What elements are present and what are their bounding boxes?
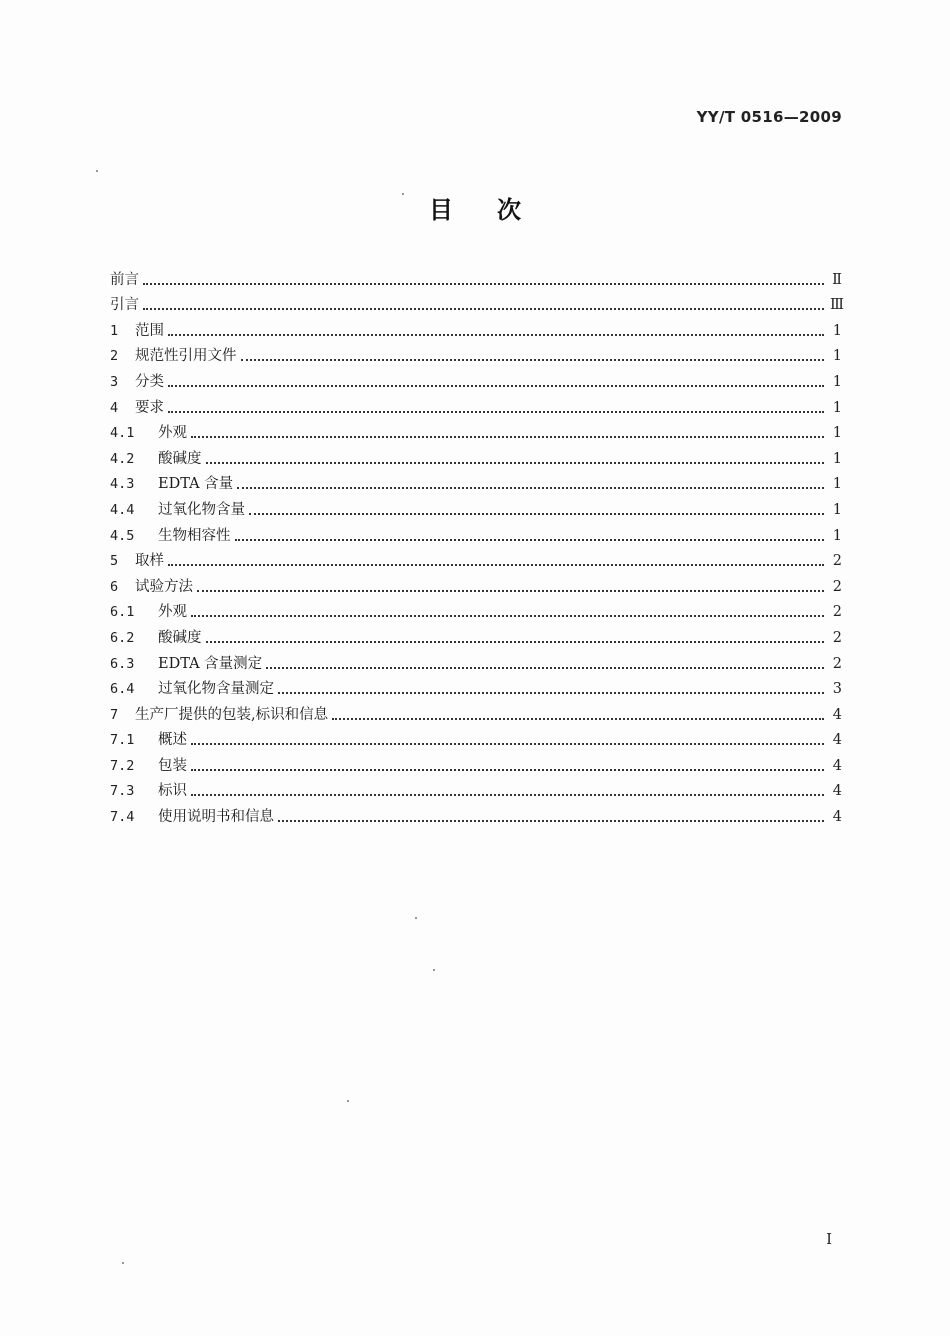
toc-entry[interactable]	[110, 341, 842, 367]
standard-code: YY/T 0516—2009	[696, 108, 842, 126]
toc-entry-page: 1	[832, 322, 842, 339]
toc-entry-number: 4	[110, 399, 119, 416]
toc-entry-label: 过氧化物含量	[158, 501, 245, 518]
scan-speck	[96, 170, 98, 172]
toc-leader-dots	[168, 334, 824, 336]
toc-entry-page: 3	[832, 681, 842, 698]
toc-entry-label: 前言	[110, 271, 139, 288]
toc-leader-dots	[249, 513, 824, 515]
toc-entry-number: 3	[110, 373, 119, 390]
toc-entry-page: 2	[832, 553, 842, 570]
toc-leader-dots	[191, 743, 824, 745]
page-number: I	[826, 1230, 832, 1248]
toc-leader-dots	[266, 667, 824, 669]
toc-entry-label: 规范性引用文件	[135, 348, 237, 365]
toc-leader-dots	[206, 641, 825, 643]
toc-entry-page: 1	[832, 476, 842, 493]
toc-leader-dots	[197, 590, 824, 592]
scan-speck	[402, 193, 404, 195]
scan-speck	[122, 1262, 124, 1264]
toc-entry-number: 6	[110, 578, 119, 595]
toc-entry[interactable]	[110, 648, 842, 674]
toc-entry[interactable]	[110, 597, 842, 623]
toc-entry[interactable]	[110, 801, 842, 827]
toc-entry-label: EDTA 含量测定	[158, 655, 263, 672]
toc-entry-label: 取样	[135, 553, 164, 570]
toc-entry[interactable]	[110, 418, 842, 444]
toc-entry-page: 2	[832, 629, 842, 646]
toc-leader-dots	[191, 615, 824, 617]
toc-leader-dots	[241, 359, 825, 361]
toc-entry-label: 生产厂提供的包装,标识和信息	[135, 706, 329, 723]
toc-entry-label: 要求	[135, 399, 164, 416]
toc-entry-label: 外观	[158, 604, 187, 621]
toc-leader-dots	[143, 283, 824, 285]
toc-entry-page: 4	[832, 757, 842, 774]
toc-leader-dots	[168, 385, 824, 387]
toc-entry-page: 2	[832, 604, 842, 621]
toc-entry[interactable]	[110, 366, 842, 392]
toc-entry-number: 7.1	[110, 732, 135, 749]
table-of-contents	[110, 264, 842, 827]
toc-entry-page: 1	[832, 373, 842, 390]
toc-entry-number: 7.2	[110, 757, 135, 774]
toc-entry[interactable]	[110, 315, 842, 341]
toc-leader-dots	[278, 692, 824, 694]
toc-entry-page: 4	[832, 706, 842, 723]
toc-entry-number: 4.2	[110, 450, 135, 467]
toc-entry-label: EDTA 含量	[158, 476, 234, 493]
toc-entry[interactable]	[110, 443, 842, 469]
toc-entry[interactable]	[110, 699, 842, 725]
scan-speck	[433, 969, 435, 971]
toc-entry-label: 外观	[158, 425, 187, 442]
scan-speck	[347, 1100, 349, 1102]
toc-entry-number: 6.1	[110, 604, 135, 621]
toc-entry-page: 4	[832, 809, 842, 826]
toc-entry-page: 2	[832, 578, 842, 595]
toc-entry-page: 1	[832, 348, 842, 365]
toc-leader-dots	[168, 411, 824, 413]
toc-entry-number: 6.2	[110, 629, 135, 646]
toc-entry[interactable]	[110, 494, 842, 520]
toc-leader-dots	[191, 436, 824, 438]
toc-entry-page: 1	[832, 527, 842, 544]
toc-leader-dots	[191, 769, 824, 771]
toc-entry-label: 酸碱度	[158, 450, 202, 467]
toc-entry-page: 4	[832, 783, 842, 800]
toc-leader-dots	[235, 539, 825, 541]
toc-entry-label: 使用说明书和信息	[158, 809, 274, 826]
toc-entry-number: 4.5	[110, 527, 135, 544]
toc-entry-page: Ⅲ	[830, 297, 844, 314]
toc-entry-number: 2	[110, 348, 119, 365]
toc-entry[interactable]	[110, 750, 842, 776]
scan-speck	[415, 917, 417, 919]
toc-leader-dots	[191, 794, 824, 796]
toc-title: 目次	[429, 196, 565, 224]
toc-entry-number: 6.3	[110, 655, 135, 672]
toc-leader-dots	[237, 487, 824, 489]
toc-entry-number: 4.3	[110, 476, 135, 493]
toc-leader-dots	[206, 462, 825, 464]
toc-entry-label: 分类	[135, 373, 164, 390]
toc-entry-number: 6.4	[110, 681, 135, 698]
toc-entry[interactable]	[110, 546, 842, 572]
toc-entry-label: 范围	[135, 322, 164, 339]
toc-entry-number: 4.4	[110, 501, 135, 518]
toc-entry-page: Ⅱ	[832, 271, 842, 288]
toc-entry[interactable]	[110, 622, 842, 648]
toc-leader-dots	[332, 718, 824, 720]
toc-entry-page: 4	[832, 732, 842, 749]
toc-entry-page: 2	[832, 655, 842, 672]
toc-entry[interactable]	[110, 776, 842, 802]
toc-entry-page: 1	[832, 425, 842, 442]
toc-entry-label: 生物相容性	[158, 527, 231, 544]
toc-entry-page: 1	[832, 450, 842, 467]
toc-entry-number: 5	[110, 553, 119, 570]
toc-entry-label: 概述	[158, 732, 187, 749]
toc-leader-dots	[168, 564, 824, 566]
toc-leader-dots	[278, 820, 824, 822]
toc-entry-label: 标识	[158, 783, 187, 800]
toc-entry-label: 过氧化物含量测定	[158, 681, 274, 698]
toc-entry-number: 7.3	[110, 783, 135, 800]
toc-entry[interactable]	[110, 571, 842, 597]
toc-entry[interactable]	[110, 725, 842, 751]
toc-entry-page: 1	[832, 399, 842, 416]
toc-entry[interactable]	[110, 674, 842, 700]
toc-entry-page: 1	[832, 501, 842, 518]
toc-entry[interactable]	[110, 264, 842, 290]
toc-entry-number: 7.4	[110, 809, 135, 826]
toc-entry[interactable]	[110, 290, 842, 316]
toc-entry-label: 试验方法	[135, 578, 193, 595]
toc-entry-number: 1	[110, 322, 119, 339]
toc-entry-number: 7	[110, 706, 119, 723]
toc-entry[interactable]	[110, 520, 842, 546]
toc-entry-label: 引言	[110, 297, 139, 314]
toc-entry[interactable]	[110, 392, 842, 418]
toc-leader-dots	[143, 308, 824, 310]
toc-entry[interactable]	[110, 469, 842, 495]
toc-entry-label: 包装	[158, 757, 187, 774]
toc-entry-label: 酸碱度	[158, 629, 202, 646]
toc-entry-number: 4.1	[110, 425, 135, 442]
